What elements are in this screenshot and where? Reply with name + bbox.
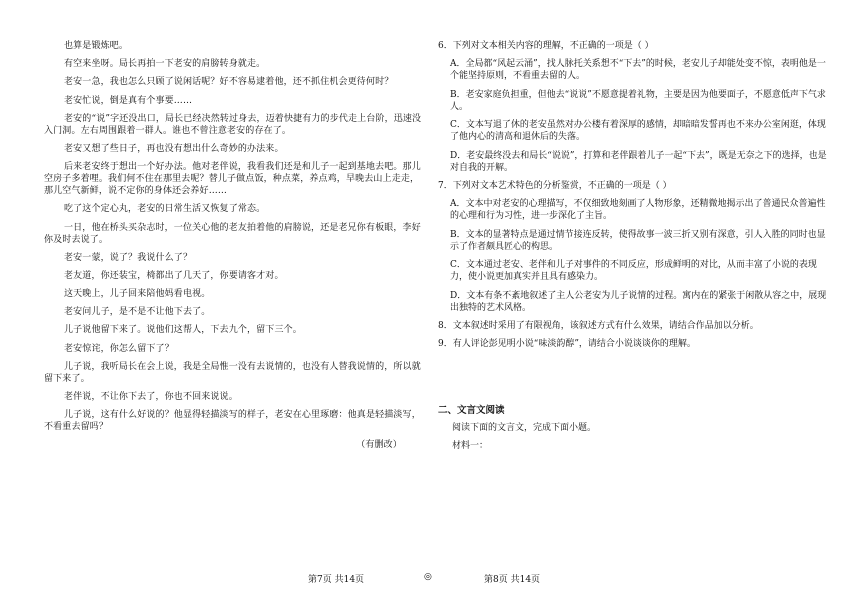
story-paragraph: 老伴说，不让你下去了，你也不回来说说。	[64, 392, 238, 402]
story-paragraph: 老安一急，我也怎么只顾了说闲话呢？好不容易逮着他，还不抓住机会更待何时？	[64, 77, 394, 88]
question-7-option-c: C．文本通过老安、老伴和儿子对事件的不同反应，形成鲜明的对比，从而丰富了小说的表现力，使小说更加真实并且具有感染力。	[450, 260, 817, 283]
question-6-option-a: A．全局都“风起云涌”，找人脉托关系想不“下去”的时候，老安儿子却能处变不惊，表明他是一个能坚持原则，不看重去留的人。	[450, 59, 826, 82]
material-label: 材料一：	[452, 441, 489, 452]
story-paragraph: 老安惊诧，你怎么留下了？	[64, 343, 174, 354]
story-paragraph: 这天晚上，儿子回来陪他妈看电视。	[64, 289, 211, 300]
story-paragraph: 儿子说，这有什么好说的？他显得轻描淡写的样子，老安在心里琢磨：他真是轻描淡写，不看重去留吗？	[44, 410, 421, 433]
story-paragraph: 后来老安终于想出一个好办法。他对老伴说，我看我们还是和儿子一起到基地去吧。那儿空房子多着哩。我们何不住在那里去呢？替儿子做点饭，种点菜，养点鸡，早晚去山上走走，那儿空气新鲜，说不定你的身体还会养好……	[44, 162, 421, 197]
story-paragraph: 也算是锻炼吧。	[64, 41, 129, 51]
story-paragraph: 吃了这个定心丸，老安的日常生活又恢复了常态。	[64, 204, 266, 215]
section-title: 二、文言文阅读	[438, 405, 505, 417]
left-column	[44, 40, 424, 458]
story-paragraph: 老安一蒙，说了？我说什么了？	[64, 252, 193, 263]
page-number-left: 第7页 共14页	[308, 575, 365, 585]
question-6-option-b: B．老安家庭负担重，但他去“说说”不愿意提着礼物，主要是因为他要面子，不愿意低声下气求人。	[450, 89, 826, 112]
page-number-right: 第8页 共14页	[484, 575, 541, 585]
source-note: （有删改）	[356, 440, 402, 451]
story-paragraph: 儿子说，我听局长在会上说，我是全局惟一没有去说情的，也没有人替我说情的，所以就留下来了。	[44, 361, 421, 384]
right-column	[438, 40, 830, 458]
story-paragraph: 一日，他在桥头买杂志时，一位关心他的老友拍着他的肩膀说，还是老兄你有板眼，李好你及时去说了。	[44, 222, 421, 245]
question-6-option-d: D．老安最终没去和局长“说说”，打算和老伴跟着儿子一起“下去”，既是无奈之下的选择，也是对自我的开解。	[450, 150, 827, 173]
story-paragraph: 老安问儿子，是不是不让他下去了。	[64, 307, 211, 318]
question-7-stem: 7．下列对文本艺术特色的分析鉴赏，不正确的一项是（ ）	[438, 180, 672, 191]
story-paragraph: 有空来坐呀。局长再拍一下老安的肩膀转身就走。	[64, 59, 266, 70]
instruction-text: 阅读下面的文言文，完成下面小题。	[452, 423, 597, 434]
question-9: 9．有人评论彭见明小说“味淡韵醇”，请结合小说谈谈你的理解。	[438, 339, 696, 350]
question-7-option-a: A．文本中对老安的心理描写，不仅细致地刻画了人物形象，还精微地揭示出了普通民众普遍性的心理和行为习性，进一步深化了主旨。	[450, 199, 826, 222]
question-6-stem: 6．下列对文本相关内容的理解，不正确的一项是（ ）	[438, 41, 654, 51]
question-7-option-d: D．文本有条不紊地叙述了主人公老安为儿子说情的过程。寓内在的紧张于闲散从容之中，展现出独特的艺术风格。	[450, 290, 827, 313]
story-paragraph: 儿子说他留下来了。说他们这帮人，下去九个，留下三个。	[64, 325, 302, 336]
question-8: 8．文本叙述时采用了有限视角，该叙述方式有什么效果，请结合作品加以分析。	[438, 320, 759, 331]
center-mark: ◎	[424, 572, 432, 582]
question-7-option-b: B．文本的显著特点是通过情节接连反转，使得故事一波三折又别有深意，引人入胜的同时也显示了作者颇具匠心的构思。	[450, 229, 826, 252]
story-paragraph: 老安忙说，倒是真有个事要……	[64, 95, 193, 106]
story-paragraph: 老安的“说”字还没出口，局长已经决然转过身去，迈着快捷有力的步代走上台阶，迅速没入门洞。左右周围跟着一群人。谁也不曾注意老安的存在了。	[44, 113, 422, 136]
story-paragraph: 老友道，你还装宝，椅都出了几天了，你要请客才对。	[64, 270, 284, 281]
question-6-option-c: C．文本写退了休的老安虽然对办公楼有着深厚的感情，却暗暗发誓再也不来办公室闲逛，体现了他内心的清高和退休后的失落。	[450, 120, 826, 143]
story-paragraph: 老安又想了些日子，再也没有想出什么奇妙的办法来。	[64, 143, 284, 154]
